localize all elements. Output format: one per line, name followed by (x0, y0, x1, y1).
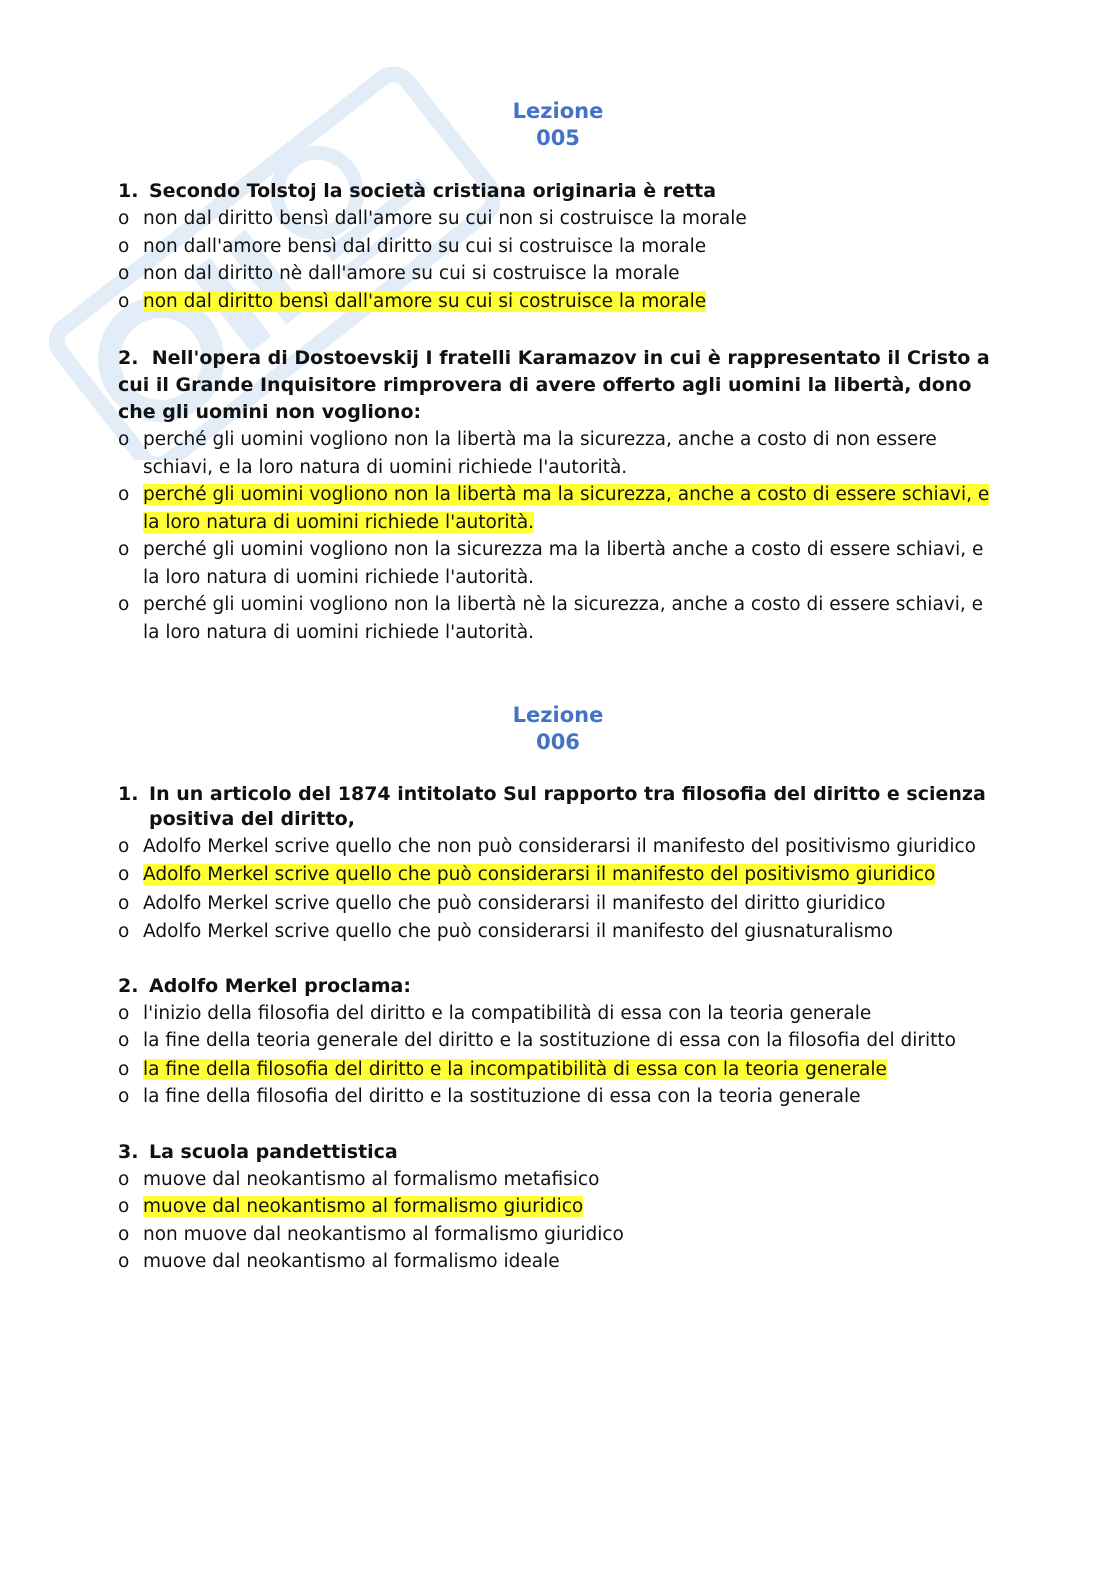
answer-option-correct (118, 862, 998, 887)
answer-options (118, 1000, 998, 1111)
question-heading (118, 1139, 998, 1166)
answer-option (118, 1221, 998, 1249)
question-text: Nell'opera di Dostoevskij I fratelli Karamazov in cui è rappresentato il Cristo a cui il Grande Inquisitore rimprovera di avere offerto agli uomini la libertà, dono che gli uomini non vogliono: (118, 347, 990, 423)
option-text: la fine della teoria generale del diritto e la sostituzione di essa con la filosofia del diritto (143, 1029, 956, 1051)
option-text: Adolfo Merkel scrive quello che può considerarsi il manifesto del diritto giuridico (143, 893, 886, 914)
lesson-title (118, 702, 998, 756)
answer-option (118, 426, 998, 481)
question-text: Adolfo Merkel proclama: (149, 975, 411, 997)
option-bullet: o (118, 235, 130, 257)
question-heading (118, 973, 998, 1000)
option-text: perché gli uomini vogliono non la libertà nè la sicurezza, anche a costo di essere schiavi, e la loro natura di uomini richiede l'autorità. (143, 594, 984, 643)
answer-option (118, 1166, 998, 1194)
option-bullet: o (118, 1029, 130, 1051)
question-number: 1. (118, 783, 139, 805)
answer-option (118, 890, 998, 918)
answer-option (118, 834, 998, 859)
question-block (118, 345, 998, 646)
answer-option-correct (118, 481, 998, 536)
answer-option (118, 918, 998, 946)
answer-options (118, 834, 998, 945)
question-number: 1. (118, 180, 139, 202)
answer-option (118, 260, 998, 288)
highlighted-option-text: perché gli uomini vogliono non la libertà ma la sicurezza, anche a costo di essere schiavi, e la loro natura di uomini richiede l'autorità. (143, 484, 990, 533)
question-text: Secondo Tolstoj la società cristiana originaria è retta (149, 180, 717, 202)
question-text: In un articolo del 1874 intitolato Sul rapporto tra filosofia del diritto e scienza positiva del diritto, (149, 783, 986, 830)
question-block (118, 782, 998, 945)
answer-options (118, 1166, 998, 1276)
option-text: non muove dal neokantismo al formalismo giuridico (143, 1223, 624, 1245)
question-block (118, 1139, 998, 1276)
answer-option (118, 1083, 998, 1111)
lesson-title-number: 005 (536, 126, 580, 150)
question-heading (118, 178, 998, 205)
option-bullet: o (118, 1251, 130, 1272)
question-number: 2. (118, 347, 139, 369)
option-text: l'inizio della filosofia del diritto e la compatibilità di essa con la teoria generale (143, 1003, 872, 1024)
answer-option (118, 536, 998, 591)
option-bullet: o (118, 1058, 130, 1080)
question-number: 3. (118, 1140, 139, 1163)
option-bullet: o (118, 893, 130, 914)
option-text: non dall'amore bensì dal diritto su cui si costruisce la morale (143, 235, 707, 257)
lesson-section (118, 702, 998, 1276)
option-text: la fine della filosofia del diritto e la sostituzione di essa con la teoria generale (143, 1086, 861, 1107)
highlighted-option-text: muove dal neokantismo al formalismo giuridico (143, 1196, 584, 1217)
answer-option-correct (118, 1193, 998, 1221)
question-block (118, 973, 998, 1111)
lesson-title-number: 006 (536, 730, 580, 754)
option-bullet: o (118, 836, 130, 857)
lesson-title-label: Lezione (512, 703, 604, 727)
option-bullet: o (118, 1168, 130, 1190)
option-text: non dal diritto nè dall'amore su cui si costruisce la morale (143, 263, 680, 284)
option-bullet: o (118, 1196, 130, 1217)
option-bullet: o (118, 539, 130, 560)
question-heading (118, 782, 998, 832)
highlighted-option-text: Adolfo Merkel scrive quello che può considerarsi il manifesto del positivismo giuridico (143, 864, 936, 885)
question-block (118, 178, 998, 315)
option-bullet: o (118, 290, 130, 312)
option-bullet: o (118, 1086, 130, 1107)
lesson-title-label: Lezione (512, 99, 604, 123)
answer-option-correct (118, 1056, 998, 1084)
answer-option (118, 1248, 998, 1276)
option-bullet: o (118, 1223, 130, 1245)
answer-options (118, 426, 998, 646)
answer-option (118, 205, 998, 233)
option-bullet: o (118, 920, 130, 942)
answer-option-correct (118, 288, 998, 316)
answer-options (118, 205, 998, 315)
highlighted-option-text: la fine della filosofia del diritto e la incompatibilità di essa con la teoria generale (143, 1058, 887, 1080)
option-text: Adolfo Merkel scrive quello che può considerarsi il manifesto del giusnaturalismo (143, 920, 893, 942)
lesson-title (118, 98, 998, 152)
option-text: muove dal neokantismo al formalismo metafisico (143, 1168, 600, 1190)
option-text: muove dal neokantismo al formalismo ideale (143, 1251, 560, 1272)
question-heading (118, 345, 998, 426)
option-text: non dal diritto bensì dall'amore su cui non si costruisce la morale (143, 208, 747, 229)
option-text: perché gli uomini vogliono non la libertà ma la sicurezza, anche a costo di non essere schiavi, e la loro natura di uomini richiede l'autorità. (143, 429, 937, 478)
highlighted-option-text: non dal diritto bensì dall'amore su cui si costruisce la morale (143, 290, 707, 312)
option-bullet: o (118, 263, 130, 284)
answer-option (118, 1028, 998, 1053)
document-page (118, 98, 998, 1276)
answer-option (118, 1000, 998, 1028)
option-bullet: o (118, 594, 130, 615)
option-bullet: o (118, 1003, 130, 1024)
option-text: perché gli uomini vogliono non la sicurezza ma la libertà anche a costo di essere schiavi, e la loro natura di uomini richiede l'autorità. (143, 539, 984, 588)
option-bullet: o (118, 864, 130, 885)
option-text: Adolfo Merkel scrive quello che non può considerarsi il manifesto del positivismo giuridico (143, 836, 976, 857)
lesson-section (118, 98, 998, 646)
option-bullet: o (118, 429, 130, 450)
answer-option (118, 591, 998, 646)
answer-option (118, 233, 998, 261)
question-number: 2. (118, 975, 139, 997)
option-bullet: o (118, 484, 130, 505)
option-bullet: o (118, 208, 130, 229)
question-text: La scuola pandettistica (149, 1140, 398, 1163)
